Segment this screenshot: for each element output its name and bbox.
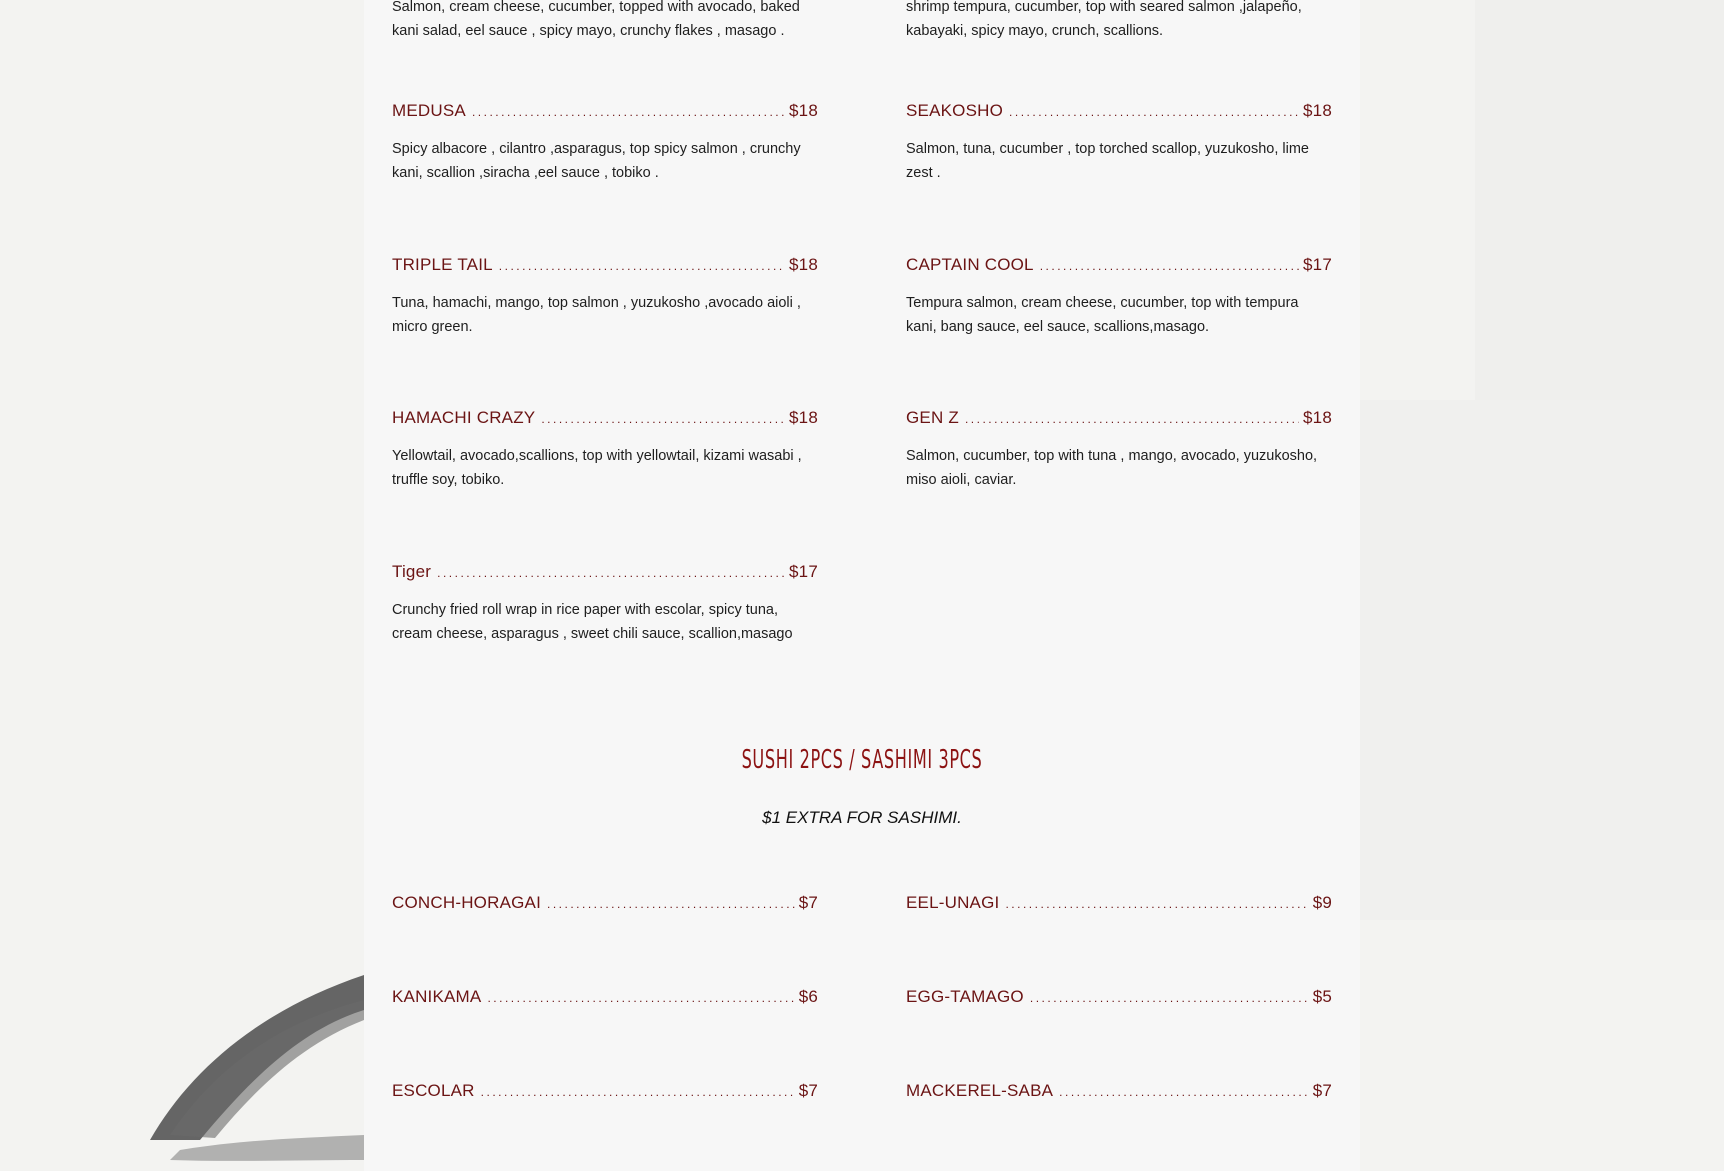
item-description: Tempura salmon, cream cheese, cucumber, top with tempura kani, bang sauce, eel sauce, scallions,masago.	[906, 295, 1299, 335]
menu-panel	[364, 0, 1360, 1171]
item-price: $5	[1312, 987, 1332, 1006]
menu-item-eel-unagi	[906, 893, 1332, 913]
dot-leader	[1030, 988, 1309, 1008]
menu-item-conch-horagai	[392, 893, 818, 913]
item-description: Spicy albacore , cilantro ,asparagus, top spicy salmon , crunchy kani, scallion ,siracha ,eel sauce , tobiko .	[392, 141, 801, 181]
item-price: $7	[798, 1081, 818, 1100]
dot-leader	[437, 563, 785, 583]
item-price: $9	[1312, 893, 1332, 912]
dot-leader	[1009, 102, 1299, 122]
item-description: Salmon, tuna, cucumber , top torched scallop, yuzukosho, lime zest .	[906, 141, 1309, 181]
item-description: Yellowtail, avocado,scallions, top with yellowtail, kizami wasabi , truffle soy, tobiko.	[392, 448, 802, 488]
item-price: $17	[1303, 255, 1332, 274]
dot-leader	[499, 256, 785, 276]
menu-item-seakosho	[906, 101, 1332, 185]
item-name: GEN Z	[906, 408, 959, 427]
item-price: $18	[1303, 408, 1332, 427]
item-price: $18	[789, 408, 818, 427]
menu-item-kanikama	[392, 987, 818, 1007]
item-description: shrimp tempura, cucumber, top with seared salmon ,jalapeño, kabayaki, spicy mayo, crunch, scallions.	[906, 0, 1302, 39]
item-name: EGG-TAMAGO	[906, 987, 1024, 1006]
menu-item-mackerel-saba	[906, 1081, 1332, 1101]
item-name: MEDUSA	[392, 101, 466, 120]
menu-item-escolar	[392, 1081, 818, 1101]
dot-leader	[1059, 1082, 1309, 1102]
menu-item-triple-tail	[392, 255, 818, 339]
item-price: $18	[1303, 101, 1332, 120]
item-name: CAPTAIN COOL	[906, 255, 1034, 274]
dot-leader	[1005, 894, 1308, 914]
item-name: KANIKAMA	[392, 987, 482, 1006]
item-description: Salmon, cream cheese, cucumber, topped with avocado, baked kani salad, eel sauce , spicy mayo, crunchy flakes , masago .	[392, 0, 800, 39]
dot-leader	[1040, 256, 1299, 276]
menu-item-captain-cool	[906, 255, 1332, 339]
item-name: HAMACHI CRAZY	[392, 408, 536, 427]
item-price: $6	[798, 987, 818, 1006]
menu-item-gen-z	[906, 408, 1332, 492]
item-price: $18	[789, 101, 818, 120]
item-price: $7	[798, 893, 818, 912]
menu-item-egg-tamago	[906, 987, 1332, 1007]
menu-item-tiger	[392, 562, 818, 646]
item-price: $7	[1312, 1081, 1332, 1100]
dot-leader	[472, 102, 785, 122]
item-description: Salmon, cucumber, top with tuna , mango, avocado, yuzukosho, miso aioli, caviar.	[906, 448, 1318, 488]
item-name: MACKEREL-SABA	[906, 1081, 1054, 1100]
item-price: $18	[789, 255, 818, 274]
item-price: $17	[789, 562, 818, 581]
item-name: Tiger	[392, 562, 432, 581]
item-name: EEL-UNAGI	[906, 893, 1000, 912]
item-description: Crunchy fried roll wrap in rice paper with escolar, spicy tuna, cream cheese, asparagus , sweet chili sauce, scallion,masago	[392, 602, 793, 642]
dot-leader	[481, 1082, 795, 1102]
dot-leader	[487, 988, 794, 1008]
item-description: Tuna, hamachi, mango, top salmon , yuzukosho ,avocado aioli , micro green.	[392, 295, 801, 335]
menu-item-hamachi-crazy	[392, 408, 818, 492]
menu-item-medusa	[392, 101, 818, 185]
item-name: CONCH-HORAGAI	[392, 893, 541, 912]
section-title: SUSHI 2PCS / SASHIMI 3PCS	[741, 745, 983, 775]
item-name: SEAKOSHO	[906, 101, 1004, 120]
dot-leader	[541, 409, 785, 429]
section-subtitle: $1 EXTRA FOR SASHIMI.	[762, 808, 962, 827]
item-name: ESCOLAR	[392, 1081, 475, 1100]
item-name: TRIPLE TAIL	[392, 255, 493, 274]
dot-leader	[965, 409, 1299, 429]
dot-leader	[547, 894, 795, 914]
